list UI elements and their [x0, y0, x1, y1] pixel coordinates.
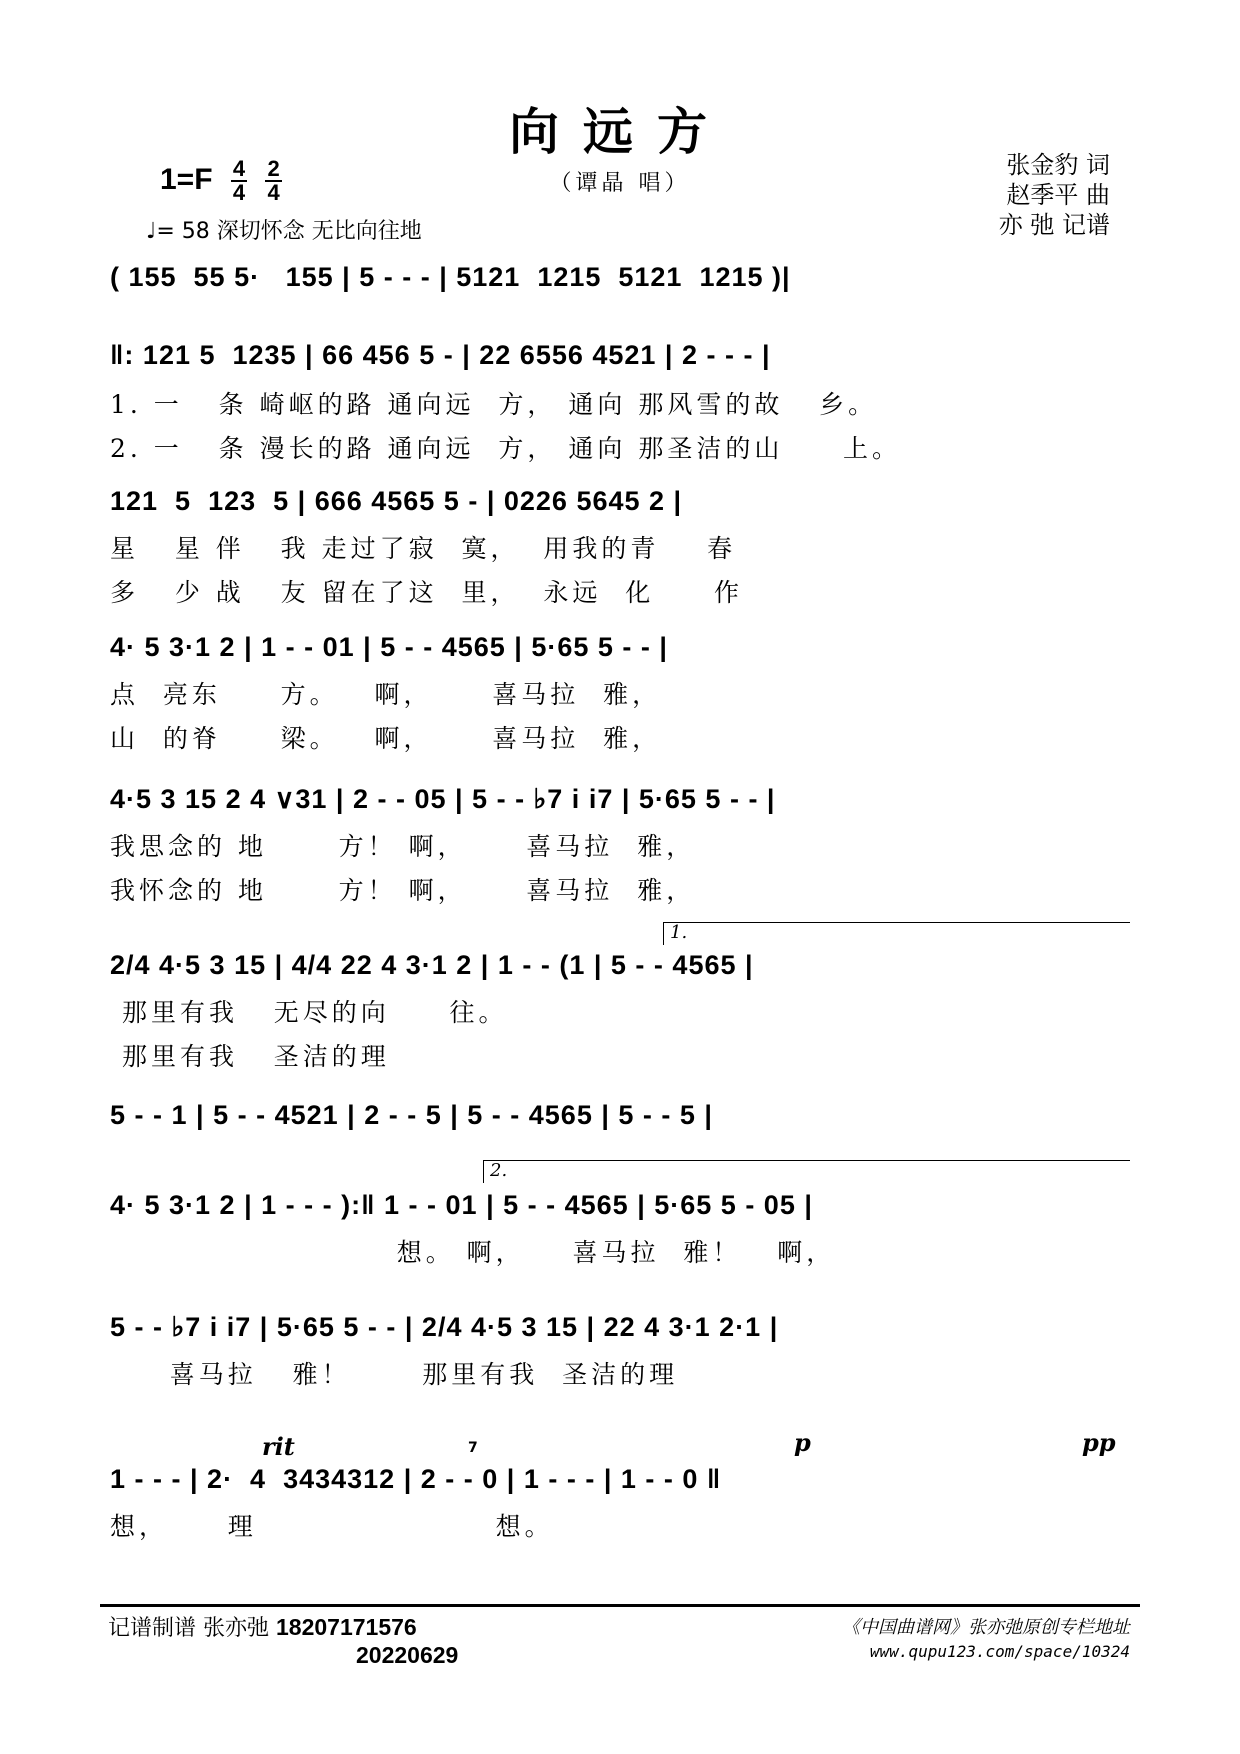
notation-line: ( 155 55 5· 155 | 5 - - - | 5121 1215 5121 1215 )| — [110, 262, 791, 292]
score-system-6 — [110, 950, 1120, 1073]
lyric-line: 想。 啊， 喜马拉 雅！ 啊， — [110, 1238, 836, 1267]
lyric-line: 想， 理 想。 — [110, 1512, 554, 1541]
time-sig-2-num: 2 — [267, 156, 280, 181]
time-sig-1-num: 4 — [232, 156, 246, 181]
notation-line: 121 5 123 5 | 666 4565 5 - | 0226 5645 2 | — [110, 486, 683, 516]
time-signature-4-4 — [231, 158, 247, 204]
lyric-verse-2: 多 少 战 友 留在了这 里， 永远 化 作 — [110, 578, 743, 607]
lyric-verse-1: 那里有我 无尽的向 往。 — [110, 998, 508, 1027]
first-ending-label: 1. — [670, 922, 688, 943]
footer-site-name: 《中国曲谱网》张亦弛原创专栏地址 — [842, 1617, 1130, 1638]
score-system-2 — [110, 340, 1120, 465]
tuplet-number: 7 — [468, 1440, 478, 1456]
second-ending-label: 2. — [490, 1160, 508, 1181]
footer-divider — [100, 1604, 1140, 1607]
rit-marking: rit — [262, 1432, 295, 1461]
score-system-7 — [110, 1100, 1120, 1131]
notation-line: 1 - - - | 2· 4 3434312 | 2 - - 0 | 1 - - - | 1 - - 0 ‖ — [110, 1464, 722, 1494]
lyric-verse-2: 2. 一 条 漫长的路 通向远 方， 通向 那圣洁的山 上。 — [110, 434, 902, 463]
singer-note: （谭晶 唱） — [549, 171, 691, 196]
lyric-verse-1: 点 亮东 方。 啊， 喜马拉 雅， — [110, 680, 662, 709]
score-system-5 — [110, 784, 1120, 907]
score-system-3 — [110, 486, 1120, 609]
notation-line: 4· 5 3·1 2 | 1 - - - ):‖ 1 - - 01 | 5 - - 4565 | 5·65 5 - 05 | — [110, 1190, 813, 1220]
transcriber-credit: 亦 弛 记谱 — [998, 211, 1110, 239]
footer-credit-text: 记谱制谱 张亦弛 — [108, 1616, 269, 1641]
lyric-verse-2: 那里有我 圣洁的理 — [110, 1042, 390, 1071]
lyric-verse-2: 我怀念的 地 方！ 啊， 喜马拉 雅， — [110, 876, 696, 905]
first-ending-bracket — [663, 922, 1130, 945]
notation-line: 5 - - ♭7 i i7 | 5·65 5 - - | 2/4 4·5 3 15 | 22 4 3·1 2·1 | — [110, 1312, 779, 1342]
notation-line: ‖: 121 5 1235 | 66 456 5 - | 22 6556 4521 | 2 - - - | — [110, 340, 771, 370]
key-label: 1=F — [160, 162, 213, 196]
time-signature-2-4 — [265, 158, 281, 204]
notation-line: 5 - - 1 | 5 - - 4521 | 2 - - 5 | 5 - - 4565 | 5 - - 5 | — [110, 1100, 713, 1130]
lyric-verse-1: 星 星 伴 我 走过了寂 寞， 用我的青 春 — [110, 534, 737, 563]
score-system-8 — [110, 1190, 1120, 1269]
composer-credit: 赵季平 曲 — [1006, 181, 1110, 209]
score-system-4 — [110, 632, 1120, 755]
lyric-verse-1: 我思念的 地 方！ 啊， 喜马拉 雅， — [110, 832, 696, 861]
footer-date: 20220629 — [356, 1642, 459, 1668]
score-system-9 — [110, 1312, 1120, 1391]
dynamic-p: p — [794, 1428, 811, 1457]
score-system-10 — [110, 1464, 1120, 1543]
notation-line: 4·5 3 15 2 4 ∨31 | 2 - - 05 | 5 - - ♭7 i i7 | 5·65 5 - - | — [110, 784, 776, 814]
second-ending-bracket — [483, 1160, 1130, 1183]
lyric-line: 喜马拉 雅！ 那里有我 圣洁的理 — [110, 1360, 679, 1389]
score-system-1 — [110, 262, 1120, 293]
time-sig-1-den: 4 — [232, 180, 246, 205]
footer-url[interactable]: www.qupu123.com/space/10324 — [869, 1642, 1130, 1661]
time-sig-2-den: 4 — [267, 180, 280, 205]
dynamic-pp: pp — [1082, 1428, 1116, 1457]
footer-credit — [108, 1614, 458, 1670]
notation-line: 4· 5 3·1 2 | 1 - - 01 | 5 - - 4565 | 5·65 5 - - | — [110, 632, 668, 662]
key-signature — [160, 158, 282, 204]
notation-line: 2/4 4·5 3 15 | 4/4 22 4 3·1 2 | 1 - - (1 | 5 - - 4565 | — [110, 950, 754, 980]
lyric-verse-1: 1. 一 条 崎岖的路 通向远 方， 通向 那风雪的故 乡。 — [110, 390, 878, 419]
credits — [940, 150, 1110, 240]
tempo-marking: ♩= 58 深切怀念 无比向往地 — [146, 219, 422, 244]
footer-phone: 18207171576 — [276, 1614, 417, 1640]
lyricist-credit: 张金豹 词 — [1006, 151, 1110, 179]
footer-site — [800, 1616, 1130, 1664]
lyric-verse-2: 山 的脊 梁。 啊， 喜马拉 雅， — [110, 724, 662, 753]
page-title: 向远方 — [509, 102, 731, 161]
